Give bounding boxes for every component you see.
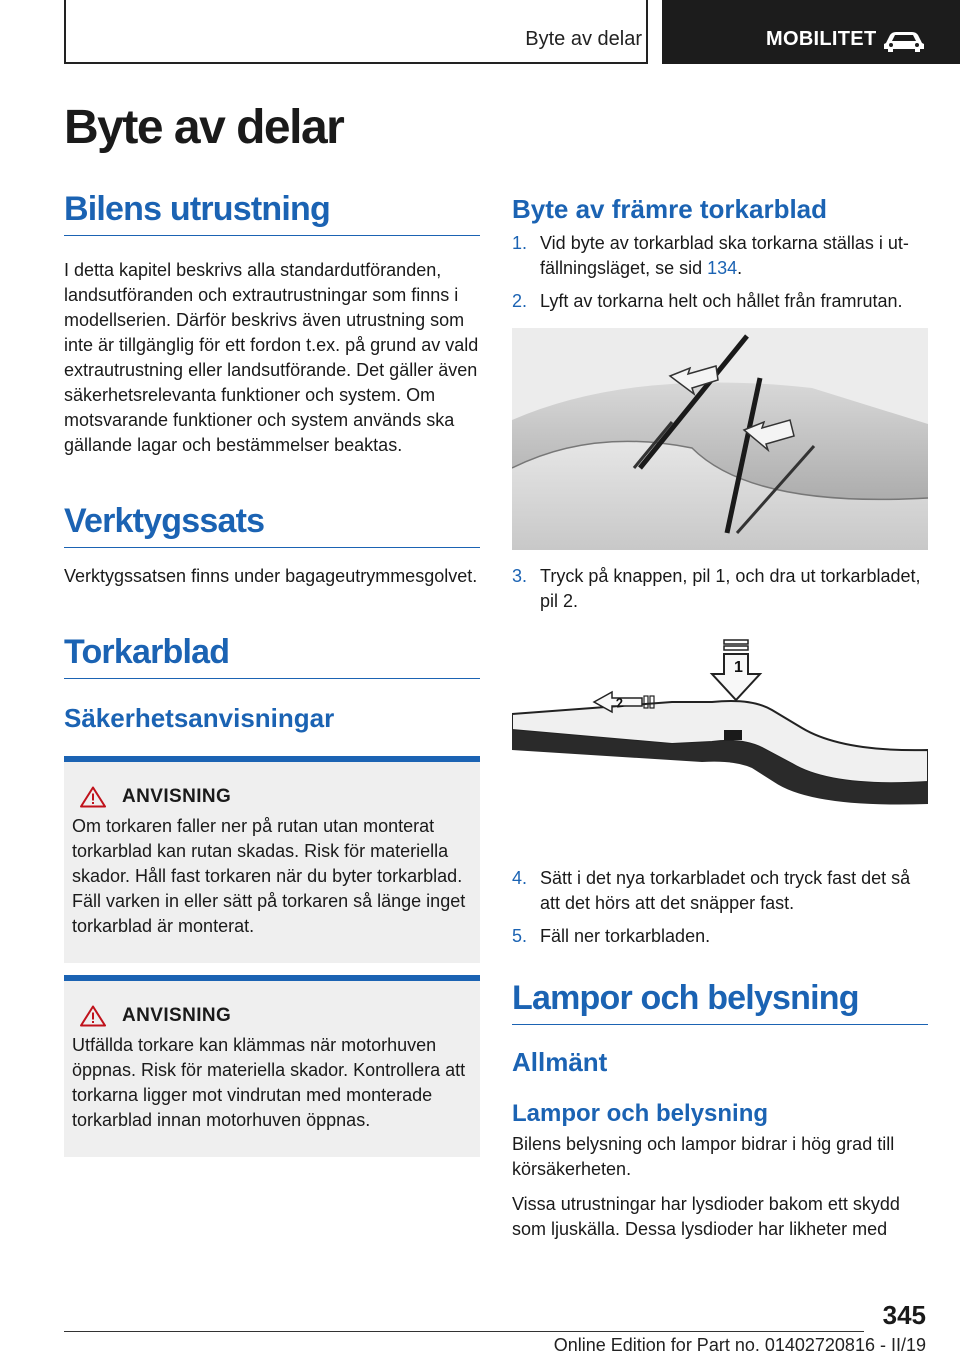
step-number: 2. [512,291,528,311]
step-number: 1. [512,233,528,253]
replace-wiper-title: Byte av främre torkarblad [512,194,828,224]
header-section-title: Byte av delar [525,28,642,50]
page-link[interactable]: 134 [707,258,738,278]
notice-text: Utfällda torkare kan klämmas när motorhuven öppnas. Risk för materiella skador. Kontrollera att torkarna ligger mot vindrutan med monterade torkarblad innan motorhuven öppnas. [72,1035,466,1130]
lamps-paragraph-2: Vissa utrustningar har lysdioder bakom ett skydd som ljuskälla. Dessa lysdioder har likheter med [512,1194,900,1239]
general-subtitle: Allmänt [512,1047,608,1077]
warning-icon [80,1005,106,1027]
safety-subtitle: Säkerhetsanvisningar [64,703,335,733]
lamps-subtitle: Lampor och belysning [512,1100,769,1127]
step-item [512,564,928,614]
section-wipers-title: Torkarblad [64,633,480,679]
step-text: Fäll ner torkarbladen. [540,926,711,946]
notice-label: ANVISNING [122,786,232,807]
notice-text: Om torkaren faller ner på rutan utan monterat torkarblad kan rutan skadas. Risk för materiella skador. Håll fast torkaren när du byter torkarblad. Fäll varken in eller sätt på torkaren så länge inget torkarblad är monterat. [72,816,466,936]
car-icon [882,29,926,53]
section-lamps-title: Lampor och belysning [512,979,928,1025]
lamps-paragraph-1: Bilens belysning och lampor bidrar i hög grad till körsäkerheten. [512,1134,895,1179]
page-number: 345 [882,1300,926,1330]
step-item [512,866,928,916]
right-column [512,190,928,1242]
page-title: Byte av delar [64,101,344,154]
notice-box [64,756,480,963]
toolkit-paragraph: Verktygssatsen finns under bagageutrymmesgolvet. [64,566,478,586]
step-item [512,924,928,949]
step-number: 4. [512,868,528,888]
equipment-paragraph: I detta kapitel beskrivs alla standardutföranden, landsutföranden och extrautrustningar som finns i modellserien. Därför beskrivs även utrustning som inte är tillgänglig för ett fordon t.ex. på grund av vald extrautrustning eller landsutförande. Det gäller även säkerhetsrelevanta funktioner och system. Om motsvarande funktioner och system används ska gällande lagar och bestämmelser beaktas. [64,260,479,455]
wiper-blade-release-figure [512,632,928,856]
step-item [512,231,928,281]
chapter-label: MOBILITET [766,28,877,50]
warning-icon [80,786,106,808]
section-equipment-title: Bilens utrustning [64,190,480,236]
section-toolkit-title: Verktygssats [64,502,480,548]
step-number: 3. [512,566,528,586]
step-text: Vid byte av torkarblad ska torkarna ställas i utfällningsläget, se sid 134. [540,233,909,278]
arrow-label-1: 1 [734,659,743,676]
step-text: Sätt i det nya torkarbladet och tryck fast det så att det hörs att det snäpper fast. [540,868,911,913]
notice-label: ANVISNING [122,1005,232,1026]
step-text: Tryck på knappen, pil 1, och dra ut torkarbladet, pil 2. [540,566,921,611]
footer-edition: Online Edition for Part no. 01402720816 - II/19 [553,1335,926,1355]
step-text: Lyft av torkarna helt och hållet från framrutan. [540,291,903,311]
footer-divider [64,1331,864,1332]
arrow-label-2: 2 [615,694,625,711]
windshield-wiper-figure [512,328,928,550]
left-column [64,190,480,1157]
step-item [512,289,928,314]
notice-box [64,975,480,1157]
step-number: 5. [512,926,528,946]
